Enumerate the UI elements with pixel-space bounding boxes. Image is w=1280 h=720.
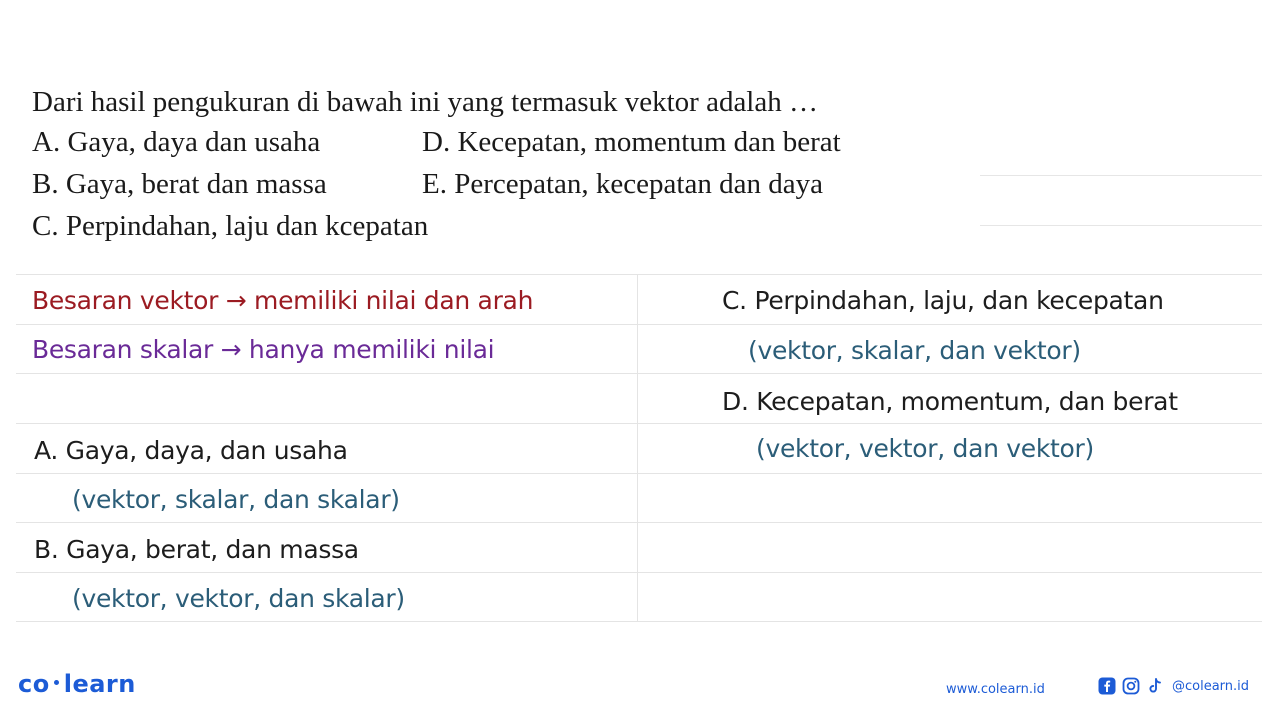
tiktok-icon[interactable] [1146,677,1164,695]
option-d: D. Kecepatan, momentum dan berat [422,126,841,158]
social-bar [1098,677,1249,695]
vector-definition: Besaran vektor → memiliki nilai dan arah [32,286,534,315]
grid-line [16,572,1262,573]
website-link[interactable]: www.colearn.id [946,682,1045,697]
option-a: A. Gaya, daya dan usaha [32,126,321,158]
brand-left: co [18,670,50,698]
faint-rule [980,225,1262,226]
faint-rule [980,175,1262,176]
option-c: C. Perpindahan, laju dan kcepatan [32,210,429,242]
grid-line [16,522,1262,523]
brand-right: learn [63,670,136,698]
option-e: E. Percepatan, kecepatan dan daya [422,168,823,200]
grid-line [16,621,1262,622]
note-b-answer: (vektor, vektor, dan skalar) [72,584,405,613]
grid-line [16,423,1262,424]
facebook-icon[interactable] [1098,677,1116,695]
note-d-answer: (vektor, vektor, dan vektor) [756,434,1094,463]
colearn-logo [18,670,136,698]
brand-dot [54,680,59,685]
note-a-answer: (vektor, skalar, dan skalar) [72,485,400,514]
social-handle[interactable]: @colearn.id [1172,678,1250,694]
grid-line [16,274,1262,275]
note-b-label: B. Gaya, berat, dan massa [34,535,359,564]
scalar-definition: Besaran skalar → hanya memiliki nilai [32,335,495,364]
note-a-label: A. Gaya, daya, dan usaha [34,436,348,465]
grid-line [16,473,1262,474]
option-b: B. Gaya, berat dan massa [32,168,327,200]
grid-divider [637,274,638,622]
question-stem: Dari hasil pengukuran di bawah ini yang termasuk vektor adalah … [32,86,818,118]
grid-line [16,373,1262,374]
instagram-icon[interactable] [1122,677,1140,695]
note-d-label: D. Kecepatan, momentum, dan berat [722,387,1178,416]
grid-line [16,324,1262,325]
note-c-label: C. Perpindahan, laju, dan kecepatan [722,286,1164,315]
note-c-answer: (vektor, skalar, dan vektor) [748,336,1081,365]
